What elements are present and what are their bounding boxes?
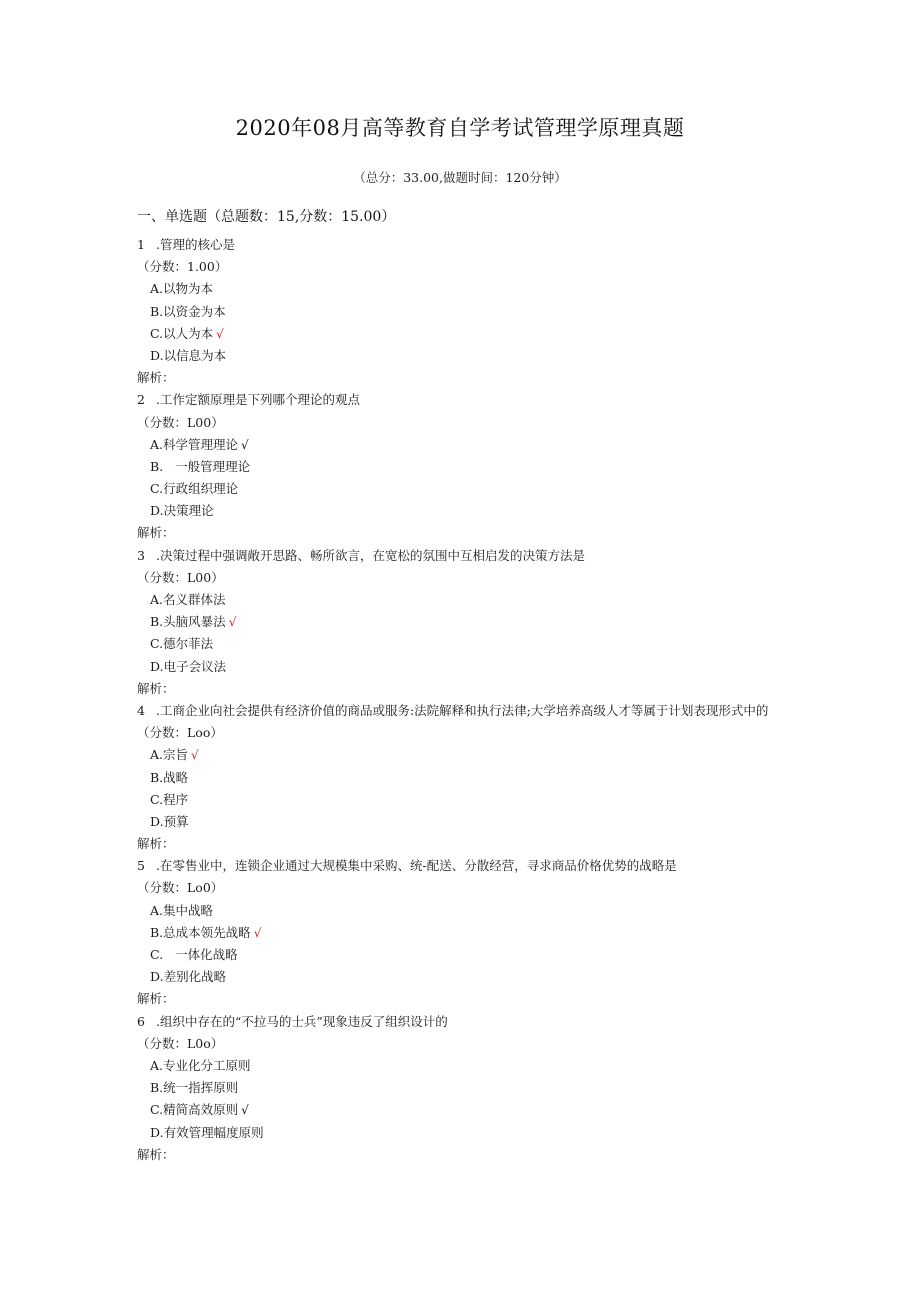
analysis-label: 解析：	[137, 991, 175, 1007]
page-title: 2020年08月高等教育自学考试管理学原理真题	[235, 116, 685, 140]
question-text: .工商企业向社会提供有经济价值的商品或服务:法院解释和执行法律;大学培养高级人才等属于计划表现形式中的	[156, 702, 769, 718]
option-letter: B.	[150, 1080, 164, 1096]
option-letter: A.	[150, 592, 164, 607]
answer-option	[137, 1122, 787, 1144]
option-text: 以信息为本	[163, 347, 227, 363]
question-item	[137, 389, 787, 544]
option-text: 宗旨	[163, 747, 189, 763]
option-letter: C.	[150, 1102, 164, 1118]
answer-option	[137, 656, 787, 678]
section-heading: 一、单选题（总题数：15,分数：15.00）	[137, 209, 396, 225]
option-text: 一般管理理论	[175, 458, 251, 474]
question-stem	[137, 389, 787, 411]
option-text: 总成本领先战略	[163, 924, 251, 940]
question-stem	[137, 545, 787, 567]
option-text: 专业化分工原则	[163, 1057, 251, 1073]
answer-option	[137, 301, 787, 323]
correct-check-icon: √	[216, 326, 224, 341]
option-text: 行政组织理论	[163, 481, 239, 497]
option-text: 德尔菲法	[163, 636, 214, 652]
question-item	[137, 700, 787, 855]
option-text: 头脑风暴法	[163, 614, 226, 630]
option-text: 差别化战略	[163, 969, 227, 985]
question-number: 5	[137, 858, 145, 874]
answer-option	[137, 767, 787, 789]
question-stem	[137, 234, 787, 256]
correct-check-icon: √	[241, 437, 249, 452]
answer-option	[137, 744, 787, 766]
question-item	[137, 1011, 787, 1166]
question-item	[137, 234, 787, 389]
option-letter: C.	[150, 481, 164, 497]
question-number: 4	[137, 702, 145, 718]
answer-option	[137, 434, 787, 456]
option-text: 精简高效原则	[163, 1102, 239, 1118]
question-number: 1	[137, 237, 145, 252]
correct-check-icon: √	[228, 615, 237, 630]
question-stem	[137, 1011, 787, 1033]
option-letter: B.	[150, 769, 164, 785]
analysis-label: 解析：	[137, 525, 175, 541]
question-score: （分数：L00）	[137, 414, 224, 430]
option-letter: A.	[150, 281, 164, 297]
analysis-label: 解析：	[137, 836, 175, 852]
option-text: 以人为本	[163, 325, 214, 341]
option-letter: A.	[150, 902, 164, 918]
option-text: 决策理论	[163, 503, 214, 519]
analysis-label: 解析：	[137, 1146, 175, 1162]
option-letter: B.	[150, 614, 164, 630]
option-text: 以资金为本	[163, 303, 226, 319]
option-letter: C.	[150, 791, 164, 807]
answer-option	[137, 500, 787, 522]
question-score: （分数：Lo0）	[137, 880, 224, 896]
analysis-label: 解析：	[137, 680, 175, 696]
question-text: .决策过程中强调敞开思路、畅所欲言，在宽松的氛围中互相启发的决策方法是	[156, 547, 585, 563]
analysis-label: 解析：	[137, 370, 175, 386]
option-letter: C.	[150, 636, 164, 652]
option-text: 集中战略	[163, 902, 214, 918]
answer-option	[137, 922, 787, 944]
answer-option	[137, 789, 787, 811]
option-letter: D.	[150, 969, 164, 985]
question-score: （分数：L0o）	[137, 1035, 224, 1051]
question-number: 3	[137, 547, 145, 563]
option-text: 以物为本	[163, 281, 214, 297]
option-text: 一体化战略	[175, 947, 238, 963]
question-score: （分数：Loo）	[137, 725, 223, 741]
correct-check-icon: √	[253, 925, 262, 940]
question-text: .工作定额原理是下列哪个理论的观点	[156, 392, 360, 408]
question-item	[137, 855, 787, 1010]
answer-option	[137, 611, 787, 633]
option-letter: D.	[150, 1124, 164, 1140]
answer-option	[137, 1055, 787, 1077]
answer-option	[137, 900, 787, 922]
option-letter: D.	[150, 503, 164, 519]
option-letter: B.	[150, 303, 164, 319]
question-text: .在零售业中，连锁企业通过大规模集中采购、统-配送、分散经营，寻求商品价格优势的战略是	[156, 858, 677, 874]
option-letter: D.	[150, 658, 164, 674]
option-text: 有效管理幅度原则	[163, 1124, 264, 1140]
answer-option	[137, 278, 787, 300]
correct-check-icon: √	[241, 1103, 249, 1118]
answer-option	[137, 944, 787, 966]
answer-option	[137, 633, 787, 655]
option-text: 科学管理理论	[163, 436, 239, 452]
question-number: 2	[137, 392, 145, 408]
answer-option	[137, 323, 787, 345]
answer-option	[137, 589, 787, 611]
question-text: .管理的核心是	[156, 237, 235, 252]
answer-option	[137, 1099, 787, 1121]
option-text: 战略	[163, 769, 189, 785]
option-text: 名义群体法	[163, 592, 226, 607]
question-item	[137, 545, 787, 700]
correct-check-icon: √	[191, 748, 199, 763]
answer-option	[137, 811, 787, 833]
question-number: 6	[137, 1013, 145, 1029]
option-letter: C.	[150, 325, 164, 341]
question-score: （分数：1.00）	[137, 259, 228, 275]
answer-option	[137, 456, 787, 478]
answer-option	[137, 966, 787, 988]
question-text: .组织中存在的“不拉马的士兵”现象违反了组织设计的	[156, 1013, 448, 1029]
option-text: 电子会议法	[163, 658, 227, 674]
option-letter: C.	[150, 947, 164, 963]
option-text: 程序	[163, 791, 189, 807]
question-stem	[137, 855, 787, 877]
question-score: （分数：L00）	[137, 569, 224, 585]
question-list	[137, 234, 787, 1166]
option-letter: B.	[150, 458, 164, 474]
option-letter: A.	[150, 1057, 164, 1073]
option-letter: D.	[150, 347, 164, 363]
exam-meta: （总分：33.00,做题时间：120分钟）	[353, 170, 567, 185]
question-stem	[137, 700, 787, 722]
option-letter: D.	[150, 813, 164, 829]
option-text: 预算	[163, 813, 189, 829]
option-letter: A.	[150, 747, 164, 763]
option-text: 统一指挥原则	[163, 1080, 239, 1096]
answer-option	[137, 478, 787, 500]
option-letter: B.	[150, 924, 164, 940]
answer-option	[137, 345, 787, 367]
option-letter: A.	[150, 436, 164, 452]
answer-option	[137, 1077, 787, 1099]
